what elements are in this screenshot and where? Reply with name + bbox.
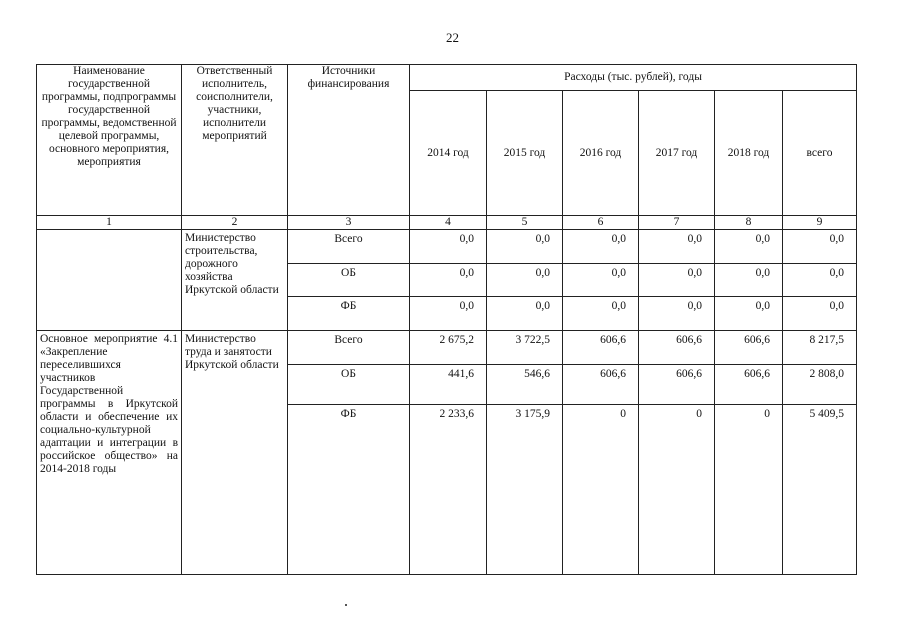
header-year: 2015 год: [487, 91, 563, 216]
value-cell: 0,0: [639, 297, 715, 331]
header-name: Наименование государственной программы, подпрограммы государственной программы, ведомственной целевой программы, основного мероприятия, мероприятия: [37, 65, 182, 216]
value-cell: 3 175,9: [487, 405, 563, 575]
value-cell: 0,0: [487, 230, 563, 264]
value-cell: 8 217,5: [783, 331, 857, 365]
measure-name: [37, 230, 182, 331]
funding-source: ОБ: [288, 264, 410, 297]
value-cell: 0,0: [715, 297, 783, 331]
value-cell: 0,0: [715, 264, 783, 297]
value-cell: 606,6: [563, 365, 639, 405]
value-cell: 0: [563, 405, 639, 575]
executor-name: Министерство строительства, дорожного хозяйства Иркутской области: [182, 230, 288, 331]
index-cell: 1: [37, 216, 182, 230]
value-cell: 0,0: [487, 297, 563, 331]
value-cell: 2 675,2: [410, 331, 487, 365]
value-cell: 606,6: [563, 331, 639, 365]
value-cell: 0,0: [783, 297, 857, 331]
value-cell: 0: [715, 405, 783, 575]
value-cell: 0,0: [715, 230, 783, 264]
value-cell: 546,6: [487, 365, 563, 405]
value-cell: 2 233,6: [410, 405, 487, 575]
value-cell: 2 808,0: [783, 365, 857, 405]
index-cell: 4: [410, 216, 487, 230]
index-cell: 9: [783, 216, 857, 230]
header-expenses: Расходы (тыс. рублей), годы: [410, 65, 857, 91]
value-cell: 0: [639, 405, 715, 575]
table-row: [37, 331, 857, 365]
index-cell: 8: [715, 216, 783, 230]
value-cell: 0,0: [410, 264, 487, 297]
index-cell: 6: [563, 216, 639, 230]
funding-source: Всего: [288, 331, 410, 365]
header-year: 2017 год: [639, 91, 715, 216]
executor-name: Министерство труда и занятости Иркутской области: [182, 331, 288, 575]
value-cell: 606,6: [715, 365, 783, 405]
value-cell: 0,0: [639, 230, 715, 264]
funding-source: ФБ: [288, 297, 410, 331]
measure-name: Основное мероприятие 4.1 «Закрепление переселившихся участников Государственной программы в Иркутской области и обеспечение их социально-культурной адаптации и интеграции в российское общество» на 2014-2018 годы: [37, 331, 182, 575]
budget-table: [36, 64, 857, 575]
value-cell: 606,6: [639, 331, 715, 365]
funding-source: Всего: [288, 230, 410, 264]
page-number: 22: [446, 30, 459, 45]
value-cell: 0,0: [563, 264, 639, 297]
value-cell: 0,0: [410, 230, 487, 264]
header-year: 2016 год: [563, 91, 639, 216]
value-cell: 0,0: [783, 264, 857, 297]
index-cell: 5: [487, 216, 563, 230]
index-cell: 2: [182, 216, 288, 230]
index-row: [37, 216, 857, 230]
value-cell: 0,0: [563, 297, 639, 331]
header-source: Источники финансирования: [288, 65, 410, 216]
funding-source: ОБ: [288, 365, 410, 405]
header-year: 2018 год: [715, 91, 783, 216]
value-cell: 606,6: [715, 331, 783, 365]
value-cell: 3 722,5: [487, 331, 563, 365]
index-cell: 3: [288, 216, 410, 230]
table-row: [37, 230, 857, 264]
header-year: 2014 год: [410, 91, 487, 216]
value-cell: 5 409,5: [783, 405, 857, 575]
header-total: всего: [783, 91, 857, 216]
header-executor: Ответственный исполнитель, соисполнители, участники, исполнители мероприятий: [182, 65, 288, 216]
value-cell: 441,6: [410, 365, 487, 405]
value-cell: 0,0: [410, 297, 487, 331]
scan-speck: [345, 604, 347, 606]
value-cell: 0,0: [487, 264, 563, 297]
funding-source: ФБ: [288, 405, 410, 575]
value-cell: 0,0: [783, 230, 857, 264]
value-cell: 0,0: [639, 264, 715, 297]
value-cell: 0,0: [563, 230, 639, 264]
index-cell: 7: [639, 216, 715, 230]
value-cell: 606,6: [639, 365, 715, 405]
